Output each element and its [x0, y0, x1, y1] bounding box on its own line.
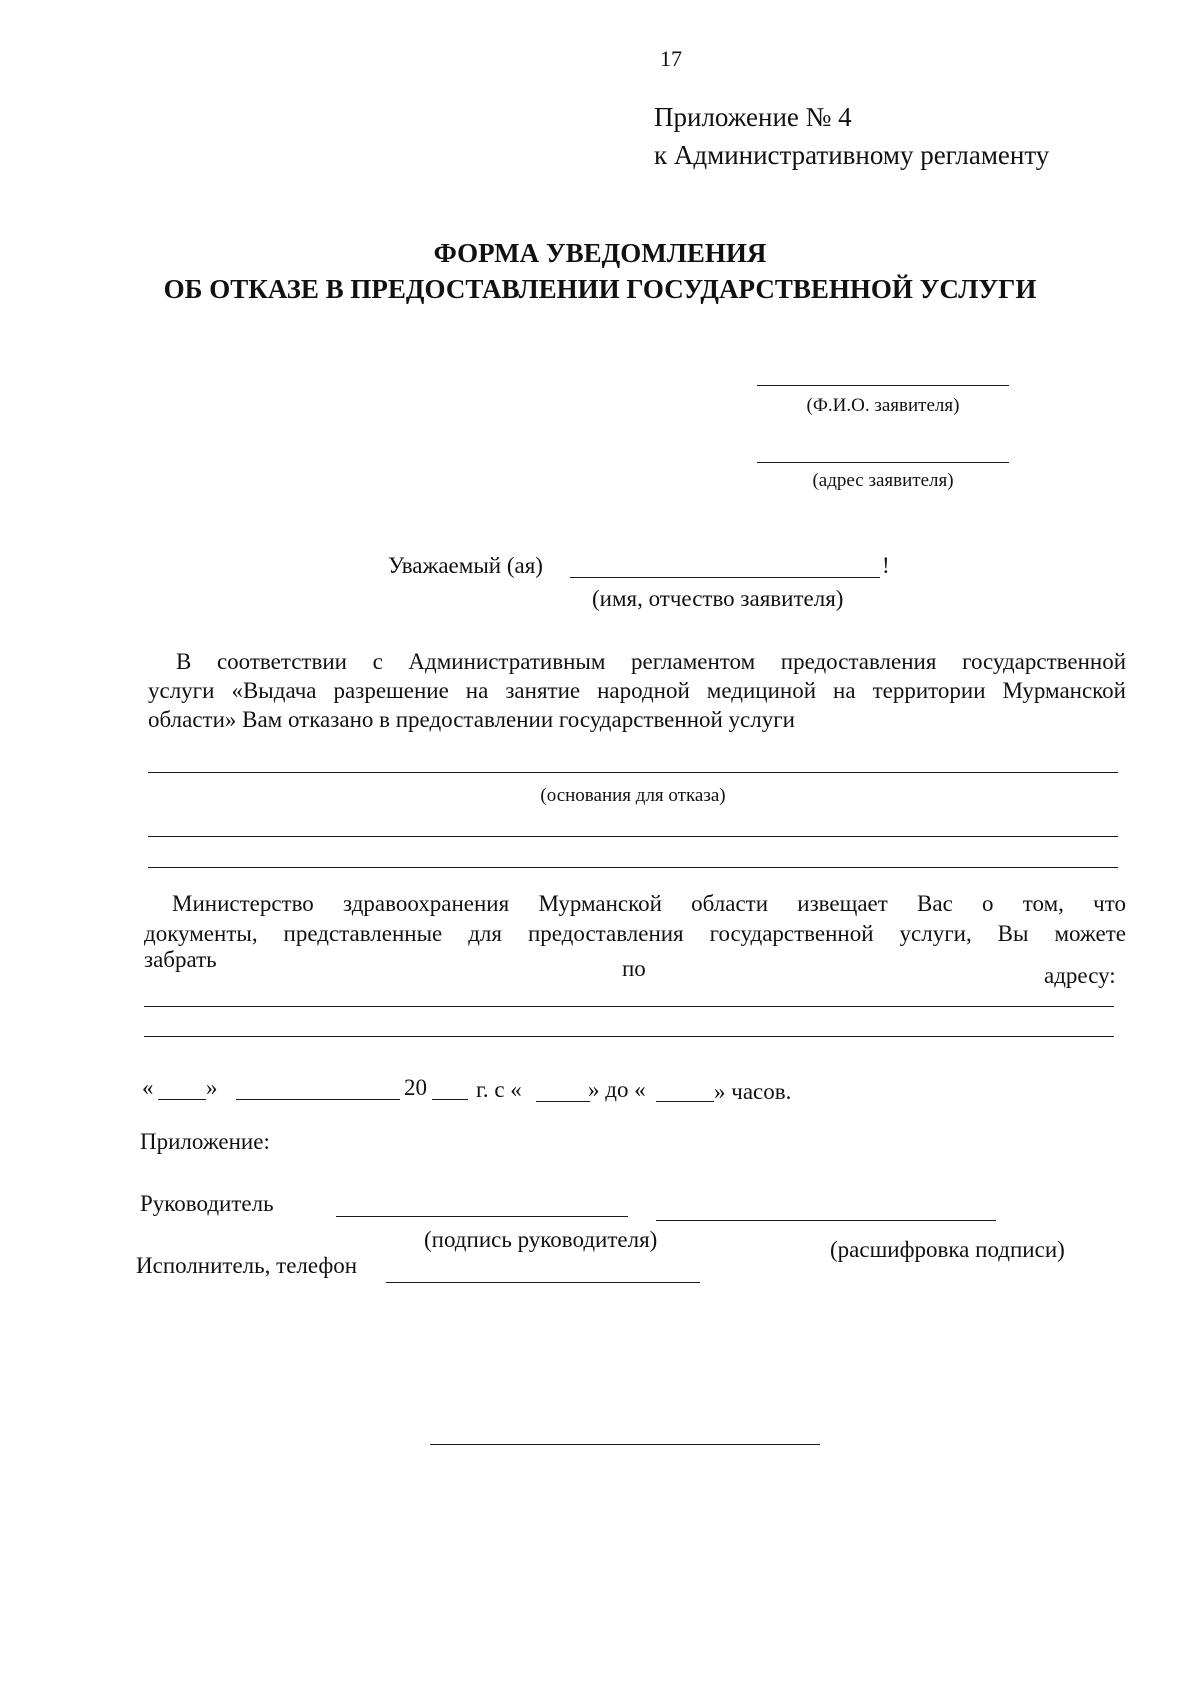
applicant-name-line — [757, 385, 1009, 386]
refusal-reason-line-3 — [148, 867, 1118, 868]
date-from-text: г. с « — [476, 1077, 522, 1102]
time-to-blank — [656, 1101, 714, 1102]
greeting-caption: (имя, отчество заявителя) — [592, 586, 844, 611]
paragraph-2-word-pick: забрать — [144, 947, 217, 972]
closing-separator-line — [430, 1444, 820, 1445]
document-title-line-1: ФОРМА УВЕДОМЛЕНИЯ — [433, 238, 767, 268]
head-label: Руководитель — [140, 1191, 274, 1216]
executor-label: Исполнитель, телефон — [136, 1253, 358, 1278]
date-close-quote: » — [206, 1075, 218, 1100]
paragraph-2-word-address: адресу: — [1044, 963, 1116, 988]
refusal-reason-caption: (основания для отказа) — [540, 785, 726, 806]
address-line-2 — [144, 1036, 1114, 1037]
paragraph-1-line-2: услуги «Выдача разрешение на занятие народной медициной на территории Мурманской — [148, 678, 1126, 703]
time-from-blank — [536, 1101, 590, 1102]
paragraph-2-line-1: Министерство здравоохранения Мурманской области извещает Вас о том, что — [172, 891, 1126, 916]
paragraph-2-line-2: документы, представленные для предоставления государственной услуги, Вы можете — [144, 921, 1126, 946]
head-decoding-line — [656, 1220, 996, 1221]
date-hours-text: » часов. — [714, 1079, 792, 1104]
date-year-prefix: 20 — [404, 1075, 427, 1100]
applicant-name-caption: (Ф.И.О. заявителя) — [806, 395, 960, 416]
greeting-name-line — [570, 577, 880, 578]
date-day-blank — [158, 1099, 206, 1100]
appendix-line-1: Приложение № 4 — [654, 102, 852, 132]
appendix-header — [654, 98, 1049, 174]
date-to-text: » до « — [588, 1077, 646, 1102]
greeting-exclamation: ! — [882, 553, 890, 578]
paragraph-1-line-3: области» Вам отказано в предоставлении государственной услуги — [148, 707, 795, 732]
head-signature-line — [336, 1216, 628, 1217]
refusal-reason-line-2 — [148, 836, 1118, 837]
page-number: 17 — [660, 46, 682, 71]
executor-phone-line — [386, 1282, 700, 1283]
applicant-address-caption: (адрес заявителя) — [812, 470, 954, 491]
paragraph-2-word-po: по — [622, 956, 646, 981]
signature-caption: (подпись руководителя) — [424, 1227, 658, 1252]
decoding-caption: (расшифровка подписи) — [830, 1237, 1065, 1262]
date-month-blank — [236, 1099, 400, 1100]
paragraph-1-line-1: В соответствии с Административным регламентом предоставления государственной — [176, 649, 1126, 674]
attachment-label: Приложение: — [140, 1129, 270, 1154]
document-title-line-2: ОБ ОТКАЗЕ В ПРЕДОСТАВЛЕНИИ ГОСУДАРСТВЕННОЙ УСЛУГИ — [163, 274, 1037, 304]
date-year-blank — [432, 1099, 468, 1100]
refusal-reason-line-1 — [148, 772, 1118, 773]
applicant-address-line — [757, 462, 1009, 463]
greeting-text: Уважаемый (ая) — [388, 553, 543, 578]
appendix-line-2: к Административному регламенту — [654, 140, 1050, 170]
date-open-quote: « — [142, 1075, 154, 1100]
address-line-1 — [144, 1006, 1114, 1007]
